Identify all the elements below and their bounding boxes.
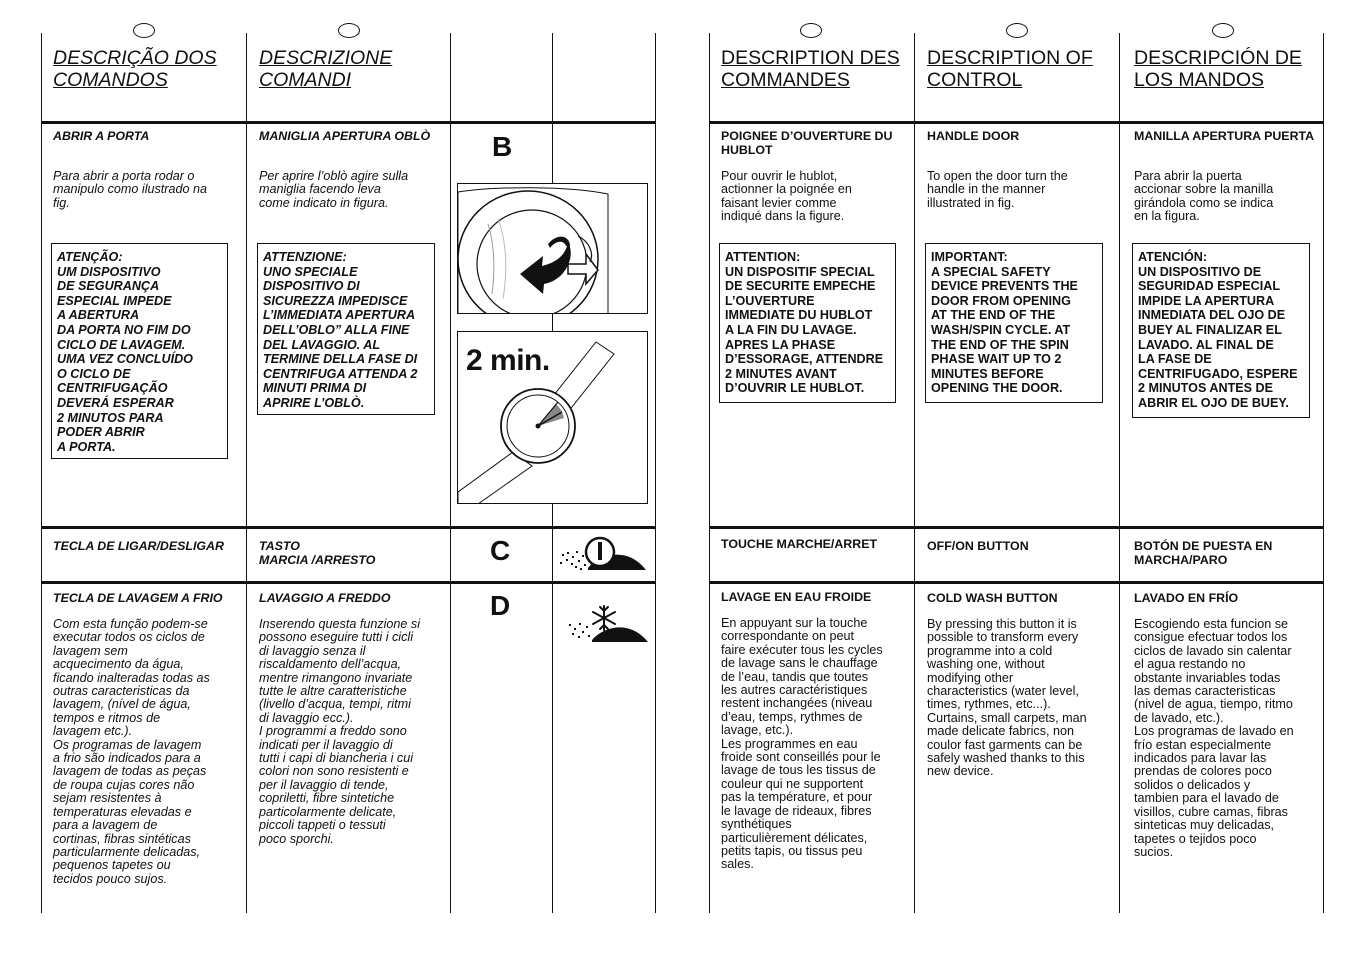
column-header: DESCRIPCIÓN DE LOS MANDOS xyxy=(1134,47,1302,91)
cold-wash-section-text: En appuyant sur la touche correspondante on peut faire exécuter tous les cycles de lavage sans le chauffage de l’eau, tandis que toutes les autres caractéristiques restent inchangées (niveau d’eau, temps, rythmes de lavage, etc.). Les programmes en eau froide sont conseillés pour le lavage de tous les tissus de couleur qui ne supportent pas la température, et pour le lavage de rideaux, fibres synthétiques particulièrement délicates, petits tapis, ou tissus peu sales. xyxy=(721,616,883,872)
door-section-title: POIGNEE D’OUVERTURE DU HUBLOT xyxy=(721,129,893,157)
row-divider xyxy=(41,121,655,124)
wristwatch-timer-illustration xyxy=(457,331,648,504)
cold-wash-section-title: LAVAGE EN EAU FROIDE xyxy=(721,590,872,604)
safety-warning-box: IMPORTANT: A SPECIAL SAFETY DEVICE PREVENTS THE DOOR FROM OPENING AT THE END OF THE WASH/SPIN CYCLE. AT THE END OF THE SPIN PHASE WAIT UP TO 2 MINUTES BEFORE OPENING THE DOOR. xyxy=(925,243,1103,403)
column-header: DESCRIPTION DES COMMANDES xyxy=(721,47,900,91)
row-divider xyxy=(41,526,655,529)
door-section-title: HANDLE DOOR xyxy=(927,129,1020,143)
onoff-section-title: TASTO MARCIA /ARRESTO xyxy=(259,539,376,567)
section-letter-b: B xyxy=(492,131,513,162)
door-section-text: Para abrir a porta rodar o manipulo como ilustrado na fig. xyxy=(53,169,208,210)
safety-warning-box: ATTENTION: UN DISPOSITIF SPECIAL DE SECURITE EMPECHE L’OUVERTURE IMMEDIATE DU HUBLOT A LA FIN DU LAVAGE. APRES LA PHASE D’ESSORAGE, ATTENDRE 2 MINUTES AVANT D’OUVRIR LE HUBLOT. xyxy=(719,243,896,403)
column-divider xyxy=(450,33,451,913)
power-on-off-icon xyxy=(558,532,648,574)
cold-wash-section-text: Escogiendo esta funcion se consigue efectuar todos los ciclos de lavado sin calentar el agua restando no obstante invariables todas las demas caracteristicas (nivel de agua, tiempo, ritmo de lavado, etc.). Los programas de lavado en frío estan especialmente indicados para lavar las prendas de colores poco solidos o delicados y tambien para el lavado de visillos, cubre camas, fibras sinteticas muy delicadas, tapetes o tejidos poco sucios. xyxy=(1134,617,1294,859)
cold-wash-section-title: COLD WASH BUTTON xyxy=(927,591,1058,605)
cold-wash-section-title: LAVAGGIO A FREDDO xyxy=(259,591,391,605)
column-header: DESCRIPTION OF CONTROL xyxy=(927,47,1093,91)
door-handle-turn-illustration xyxy=(457,183,648,314)
language-marker-oval-icon xyxy=(800,23,822,38)
cold-wash-section-title: TECLA DE LAVAGEM A FRIO xyxy=(53,591,223,605)
language-marker-oval-icon xyxy=(338,23,360,38)
door-section-text: Per aprire l’oblò agire sulla maniglia facendo leva come indicato in figura. xyxy=(259,169,409,210)
door-section-text: To open the door turn the handle in the manner illustrated in fig. xyxy=(927,169,1068,210)
language-marker-oval-icon xyxy=(1212,23,1234,38)
row-divider xyxy=(709,121,1323,124)
timer-label: 2 min. xyxy=(466,344,550,377)
column-divider xyxy=(41,33,42,913)
cold-wash-section-text: By pressing this button it is possible to transform every programme into a cold washing one, without modifying other characteristics (water level, times, rythmes, etc...). Curtains, small carpets, man made delicate fabrics, non coulor fast garments can be safely washed thanks to this new device. xyxy=(927,617,1087,779)
column-header: DESCRIZIONE COMANDI xyxy=(259,47,393,91)
door-section-title: MANIGLIA APERTURA OBLÒ xyxy=(259,129,431,143)
language-marker-oval-icon xyxy=(1006,23,1028,38)
column-divider xyxy=(246,33,247,913)
onoff-section-title: TOUCHE MARCHE/ARRET xyxy=(721,537,878,551)
column-divider xyxy=(1119,33,1120,913)
cold-wash-section-title: LAVADO EN FRÍO xyxy=(1134,591,1239,605)
row-divider xyxy=(709,526,1323,529)
cold-wash-section-text: Com esta função podem-se executar todos os ciclos de lavagem sem acquecimento da água, ficando inalteradas todas as outras caracteristicas da lavagem, (nível de água, tempos e ritmos de lavagem etc.). Os programas de lavagem a frio são indicados para a lavagem de todas as peças de roupa cujas cores não sejam resistentes à temperaturas elevadas e para a lavagem de cortinas, fibras sintéticas particularmente delicadas, pequenos tapetes ou tecidos pouco sujos. xyxy=(53,617,210,886)
language-marker-oval-icon xyxy=(133,23,155,38)
column-header: DESCRIÇÃO DOS COMANDOS xyxy=(53,47,217,91)
door-handle-illustration-svg xyxy=(458,184,648,314)
safety-warning-box: ATENÇÃO: UM DISPOSITIVO DE SEGURANÇA ESPECIAL IMPEDE A ABERTURA DA PORTA NO FIM DO CICLO DE LAVAGEM. UMA VEZ CONCLUÍDO O CICLO DE CENTRIFUGAÇÃO DEVERÁ ESPERAR 2 MINUTOS PARA PODER ABRIR A PORTA. xyxy=(51,243,228,459)
door-section-title: ABRIR A PORTA xyxy=(53,129,150,143)
section-letter-c: C xyxy=(490,535,511,566)
section-letter-d: D xyxy=(490,590,511,621)
row-divider xyxy=(709,581,1323,584)
door-section-text: Para abrir la puerta accionar sobre la manilla girándola como se indica en la figura. xyxy=(1134,169,1274,224)
cold-wash-section-text: Inserendo questa funzione si possono eseguire tutti i cicli di lavaggio senza il riscaldamento dell’acqua, mentre rimangono invariate tutte le altre caratteristiche (livello d’acqua, tempi, ritmi di lavaggio ecc.). I programmi a freddo sono indicati per il lavaggio di tutti i capi di biancheria i cui colori non sono resistenti e per il lavaggio di tende, copriletti, fibre sintetiche particolarmente delicate, piccoli tappeti o tessuti poco sporchi. xyxy=(259,617,421,846)
door-section-title: MANILLA APERTURA PUERTA xyxy=(1134,129,1315,143)
safety-warning-box: ATENCIÓN: UN DISPOSITIVO DE SEGURIDAD ESPECIAL IMPIDE LA APERTURA INMEDIATA DEL OJO DE BUEY AL FINALIZAR EL LAVADO. AL FINAL DE LA FASE DE CENTRIFUGADO, ESPERE 2 MINUTOS ANTES DE ABRIR EL OJO DE BUEY. xyxy=(1132,243,1310,418)
snowflake-cold-wash-icon xyxy=(566,600,650,644)
column-divider xyxy=(709,33,710,913)
onoff-section-title: OFF/ON BUTTON xyxy=(927,539,1029,553)
column-divider xyxy=(655,33,656,913)
column-divider xyxy=(1323,33,1324,913)
safety-warning-box: ATTENZIONE: UNO SPECIALE DISPOSITIVO DI SICUREZZA IMPEDISCE L’IMMEDIATA APERTURA DELL’OBLO” ALLA FINE DEL LAVAGGIO. AL TERMINE DELLA FASE DI CENTRIFUGA ATTENDA 2 MINUTI PRIMA DI APRIRE L’OBLÒ. xyxy=(257,243,435,415)
wristwatch-svg xyxy=(458,332,648,504)
door-section-text: Pour ouvrir le hublot, actionner la poignée en faisant levier comme indiqué dans la figure. xyxy=(721,169,852,224)
onoff-section-title: BOTÓN DE PUESTA EN MARCHA/PARO xyxy=(1134,539,1273,567)
row-divider xyxy=(41,581,655,584)
onoff-section-title: TECLA DE LIGAR/DESLIGAR xyxy=(53,539,224,553)
column-divider xyxy=(914,33,915,913)
